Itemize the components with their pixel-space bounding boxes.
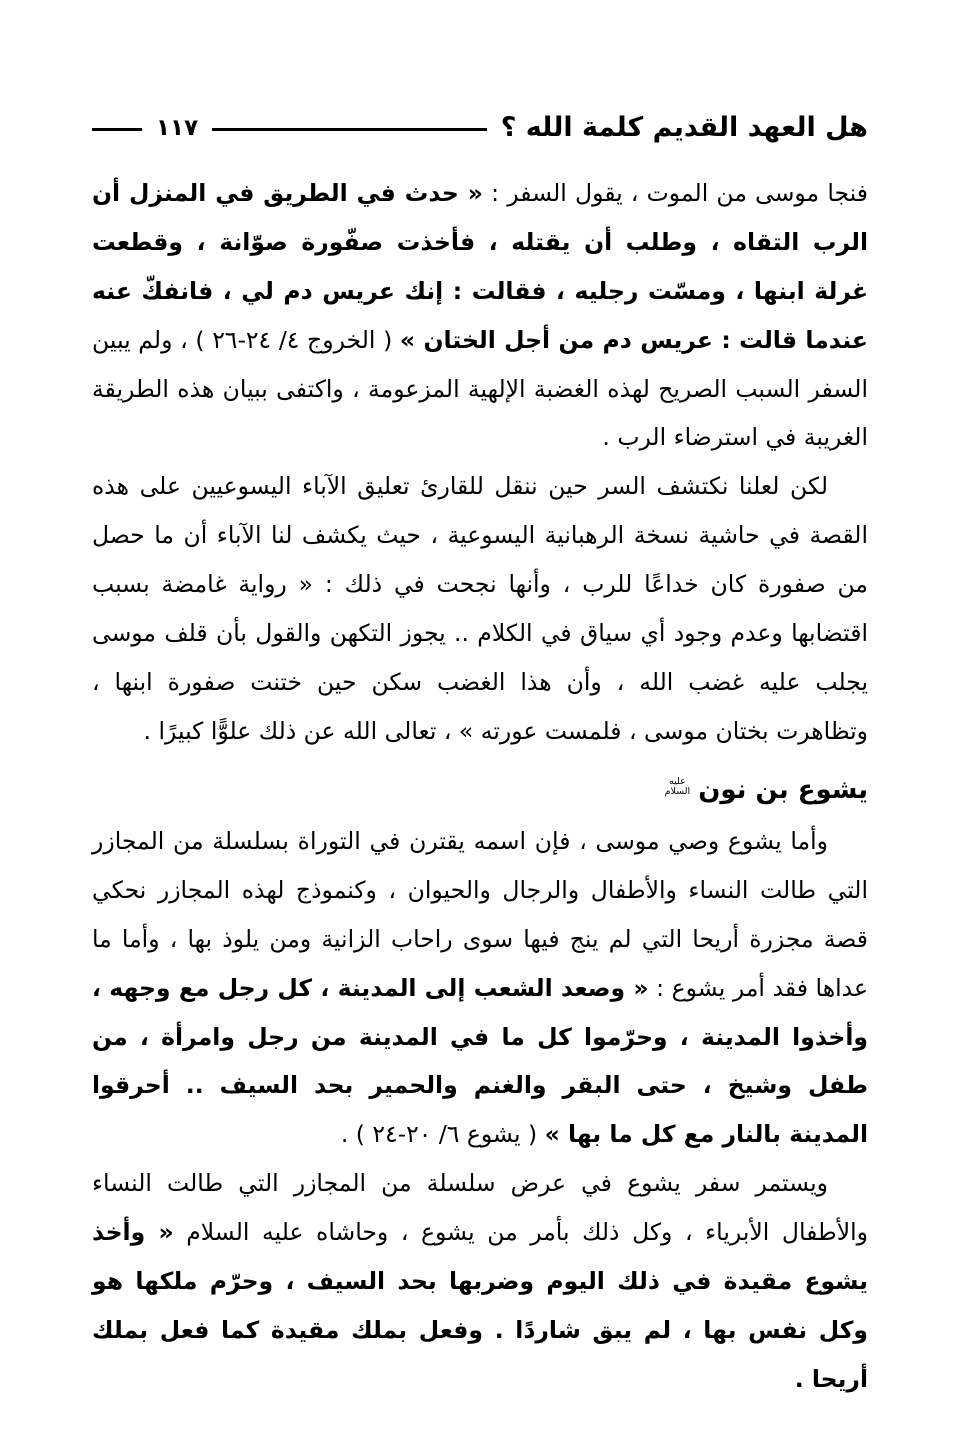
alayhi-assalam-mark: عليه السلام — [664, 776, 691, 797]
section-heading-text: يشوع بن نون — [698, 774, 868, 805]
page-title: هل العهد القديم كلمة الله ؟ — [500, 112, 868, 143]
paragraph — [92, 817, 868, 1159]
body-text: فنجا موسى من الموت ، يقول السفر : — [482, 179, 869, 207]
section-heading — [92, 770, 868, 812]
body-text: وأما يشوع وصي موسى ، فإن اسمه يقترن في التوراة بسلسلة من المجازر التي طالت النساء والأطفال والرجال والحيوان ، وكنموذج لهذه المجازر نحكي قصة مجزرة أريحا التي لم ينج فيها سوى راحاب الزانية ومن يلوذ بها ، وأما ما عداها فقد أمر يشوع : — [92, 827, 868, 1002]
page-number: ١١٧ — [156, 114, 199, 141]
quoted-scripture-text: « وأخذ يشوع مقيدة في ذلك اليوم وضربها بحد السيف ، وحرّم ملكها هو وكل نفس بها ، لم يبق شاردًا . وفعل بملك مقيدة كما فعل بملك أريحا . — [92, 1218, 868, 1393]
page-number-rule — [92, 128, 142, 131]
quoted-scripture-text: « وصعد الشعب إلى المدينة ، كل رجل مع وجهه ، وأخذوا المدينة ، وحرّموا كل ما في المدينة من رجل وامرأة ، من طفل وشيخ ، حتى البقر والغنم والحمير بحد السيف .. أحرقوا المدينة بالنار مع كل ما بها » — [92, 973, 868, 1149]
paragraph — [92, 462, 868, 755]
running-header — [92, 112, 868, 143]
body-text: ويستمر سفر يشوع في عرض سلسلة من المجازر التي طالت النساء والأطفال الأبرياء ، وكل ذلك بأمر من يشوع ، وحاشاه عليه السلام — [92, 1169, 868, 1247]
paragraph — [92, 1159, 868, 1403]
paragraph — [92, 169, 868, 462]
body-text: ( الخروج ٤/ ٢٤-٢٦ ) ، ولم يبين السفر السبب الصريح لهذه الغضبة الإلهية المزعومة ، واكتفى ببيان هذه الطريقة الغريبة في استرضاء الرب . — [92, 325, 868, 452]
body-text: لكن لعلنا نكتشف السر حين ننقل للقارئ تعليق الآباء اليسوعيين على هذه القصة في حاشية نسخة الرهبانية اليسوعية ، حيث يكشف لنا الآباء أن ما حصل من صفورة كان خداعًا للرب ، وأنها نجحت في ذلك : « رواية غامضة بسبب اقتضابها وعدم وجود أي سياق في الكلام .. يجوز التكهن والقول بأن قلف موسى يجلب عليه غضب الله ، وأن هذا الغضب سكن حين ختنت صفورة ابنها ، وتظاهرت بختان موسى ، فلمست عورته » ، تعالى الله عن ذلك علوًّا كبيرًا . — [92, 472, 868, 745]
content — [92, 169, 868, 1404]
header-rule — [212, 128, 487, 131]
quoted-scripture-text: « حدث في الطريق في المنزل أن الرب التقاه ، وطلب أن يقتله ، فأخذت صفّورة صوّانة ، وقطعت غرلة ابنها ، ومسّت رجليه ، فقالت : إنك عريس دم لي ، فانفكّ عنه عندما قالت : عريس دم من أجل الختان » — [92, 179, 868, 354]
body-text: ( يشوع ٦/ ٢٠-٢٤ ) . — [340, 1120, 545, 1149]
